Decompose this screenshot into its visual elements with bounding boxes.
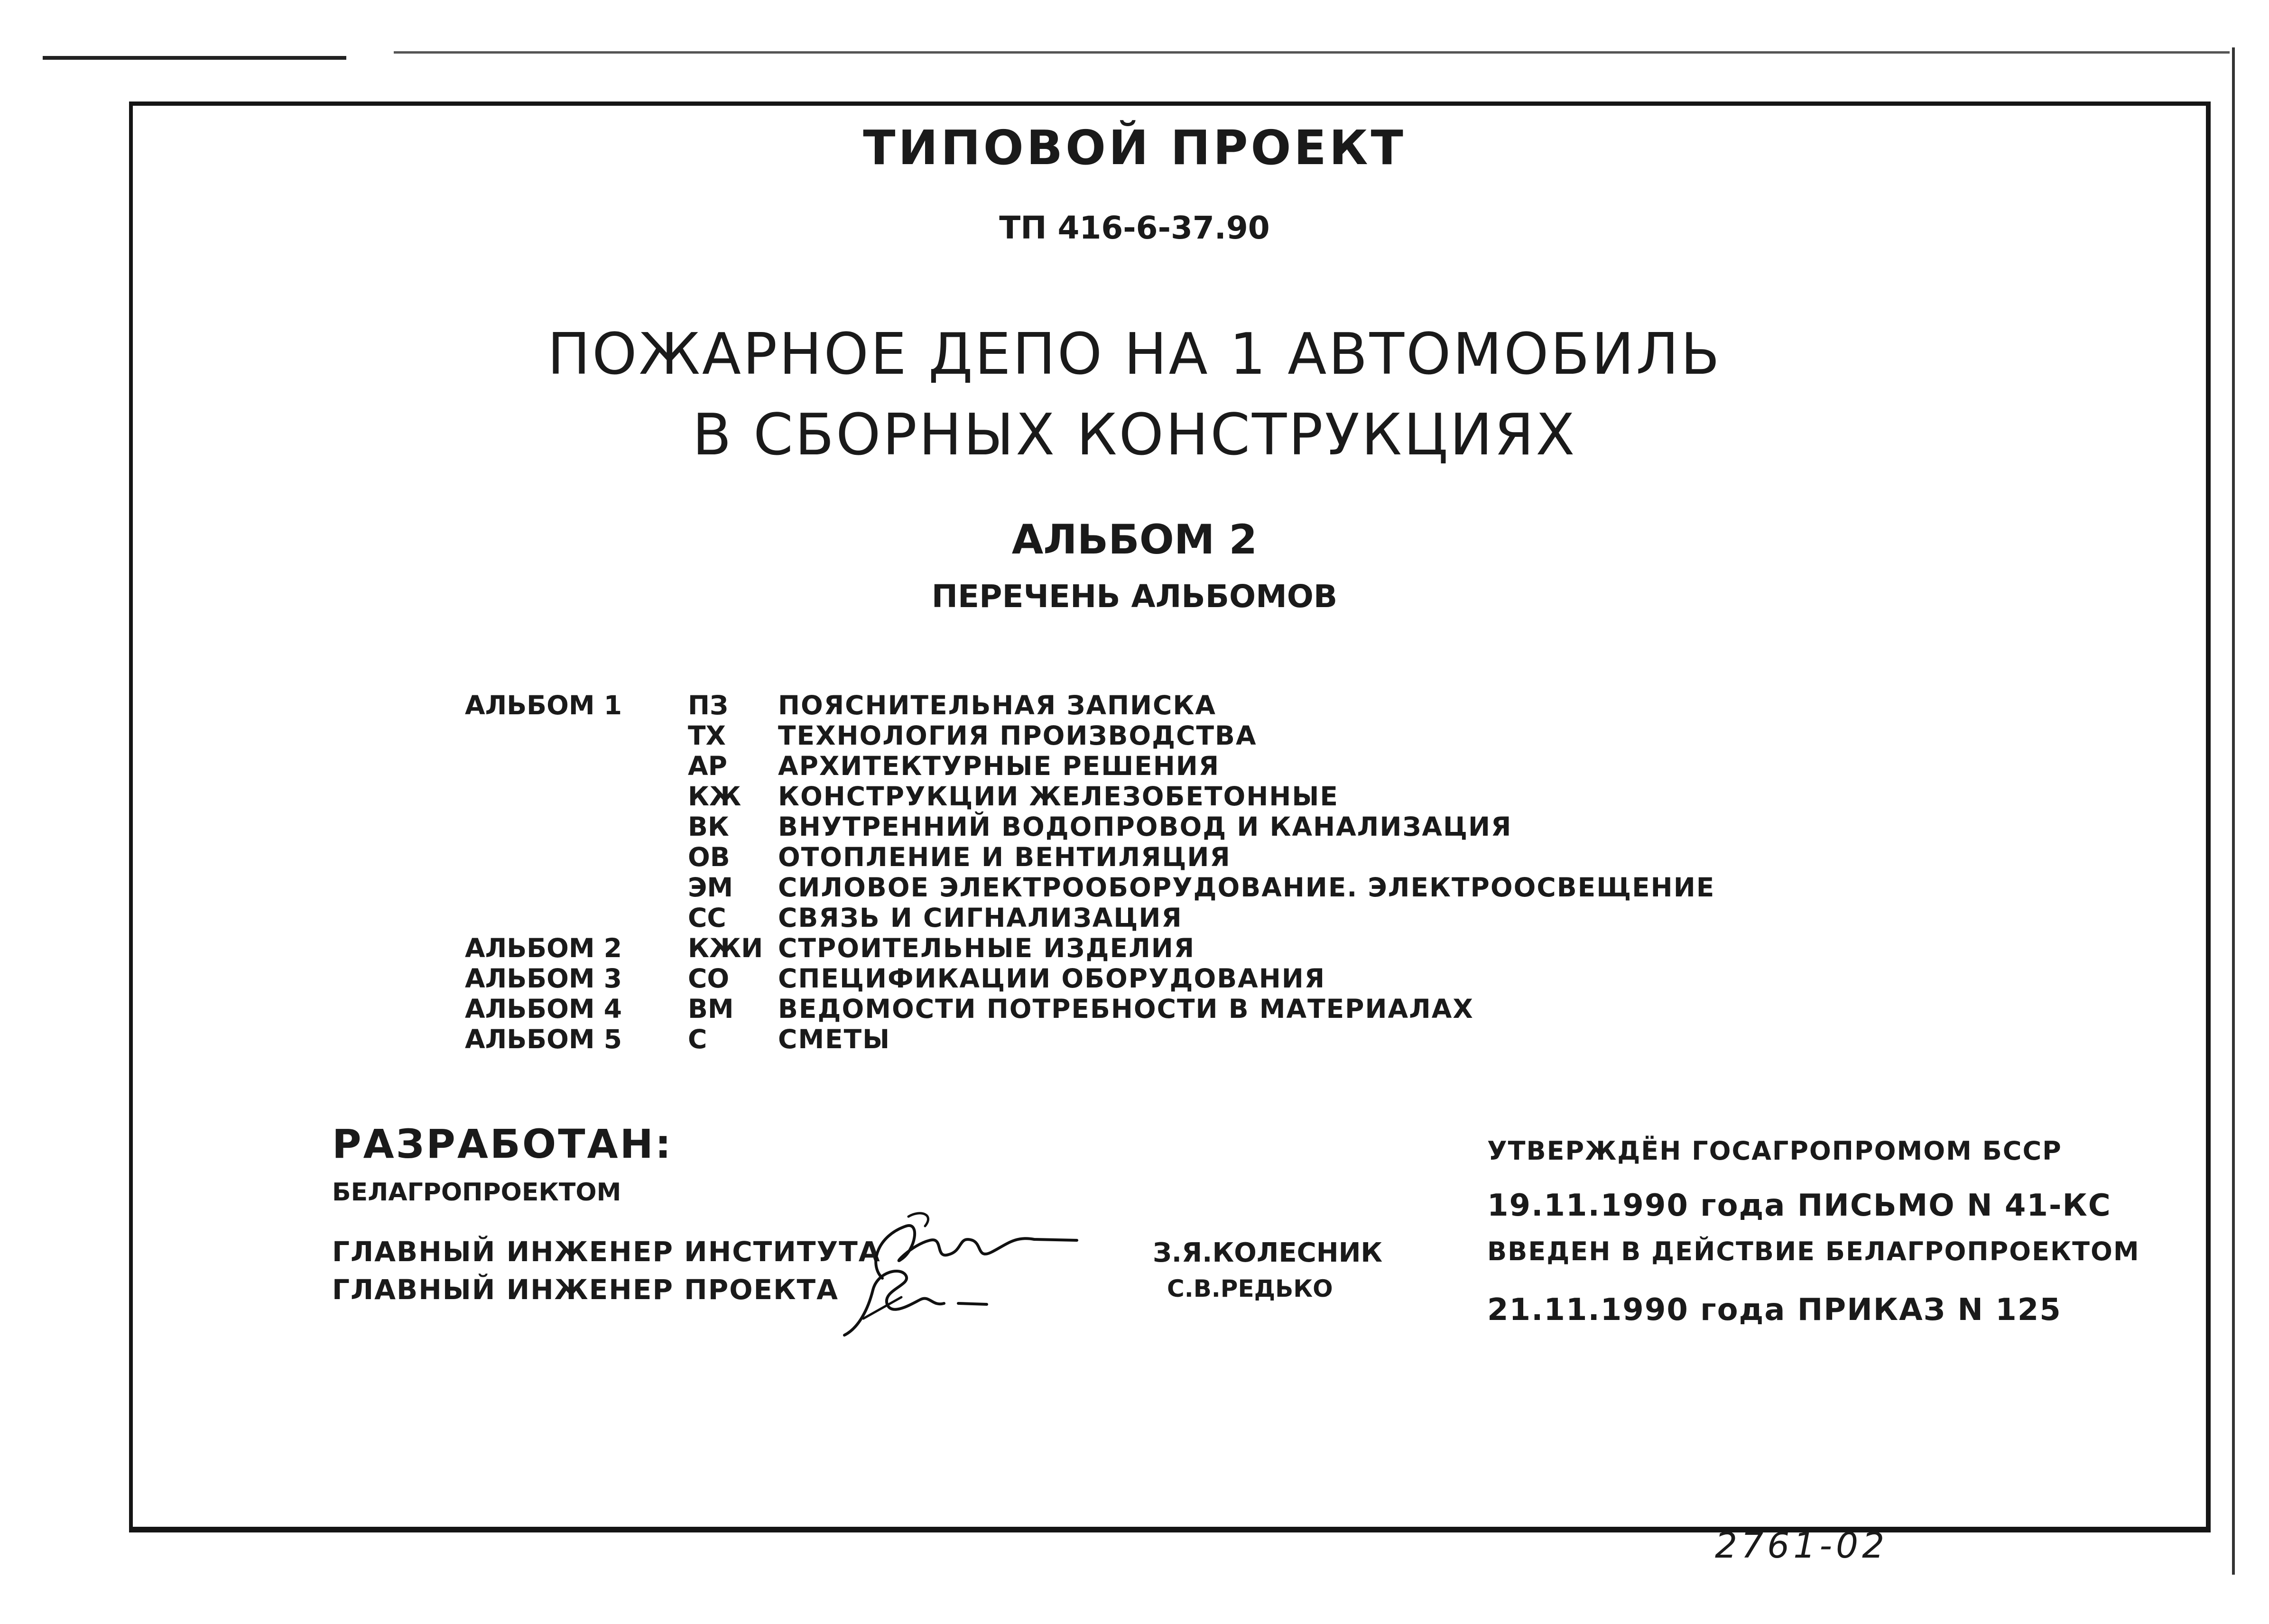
- project-chief-signature: [830, 1252, 1048, 1347]
- developer-organization: БЕЛАГРОПРОЕКТОМ: [332, 1178, 621, 1207]
- chief-engineer-institute-label: ГЛАВНЫЙ ИНЖЕНЕР ИНСТИТУТА: [332, 1236, 881, 1268]
- section-code: ВК: [688, 812, 729, 842]
- album-label: АЛЬБОМ 3: [465, 963, 622, 994]
- approval-line-2: 19.11.1990 года ПИСЬМО N 41-КС: [1487, 1188, 2112, 1223]
- section-code: С: [688, 1024, 707, 1054]
- section-code: КЖ: [688, 781, 741, 812]
- section-title: ТЕХНОЛОГИЯ ПРОИЗВОДСТВА: [778, 720, 1257, 751]
- project-name-line-2: В СБОРНЫХ КОНСТРУКЦИЯХ: [692, 402, 1577, 468]
- section-title: СМЕТЫ: [778, 1024, 891, 1054]
- section-code: СО: [688, 963, 730, 994]
- project-type-heading: ТИПОВОЙ ПРОЕКТ: [863, 120, 1406, 175]
- section-title: СПЕЦИФИКАЦИИ ОБОРУДОВАНИЯ: [778, 963, 1326, 994]
- sheet-edge-top-left: [43, 56, 346, 60]
- section-code: ТХ: [688, 720, 726, 751]
- sheet-edge-right: [2232, 47, 2235, 1575]
- section-title: СВЯЗЬ И СИГНАЛИЗАЦИЯ: [778, 903, 1183, 933]
- album-label: АЛЬБОМ 2: [465, 933, 622, 963]
- chief-engineer-institute-name: З.Я.КОЛЕСНИК: [1153, 1237, 1383, 1268]
- project-name-line-1: ПОЖАРНОЕ ДЕПО НА 1 АВТОМОБИЛЬ: [547, 322, 1722, 388]
- approval-line-3: ВВЕДЕН В ДЕЙСТВИЕ БЕЛАГРОПРОЕКТОМ: [1487, 1236, 2140, 1266]
- album-label: АЛЬБОМ 5: [465, 1024, 622, 1054]
- section-title: ОТОПЛЕНИЕ И ВЕНТИЛЯЦИЯ: [778, 842, 1231, 872]
- chief-engineer-project-name: С.В.РЕДЬКО: [1167, 1275, 1333, 1302]
- album-list-heading: ПЕРЕЧЕНЬ АЛЬБОМОВ: [931, 578, 1338, 615]
- section-code: ПЗ: [688, 690, 729, 720]
- developed-by-heading: РАЗРАБОТАН:: [332, 1121, 673, 1167]
- section-code: ЭМ: [688, 872, 733, 903]
- section-title: ВНУТРЕННИЙ ВОДОПРОВОД И КАНАЛИЗАЦИЯ: [778, 812, 1512, 842]
- section-code: КЖИ: [688, 933, 763, 963]
- section-title: СТРОИТЕЛЬНЫЕ ИЗДЕЛИЯ: [778, 933, 1195, 963]
- album-number: АЛЬБОМ 2: [1011, 516, 1258, 563]
- section-code: АР: [688, 751, 727, 781]
- section-code: ВМ: [688, 994, 734, 1024]
- chief-engineer-project-label: ГЛАВНЫЙ ИНЖЕНЕР ПРОЕКТА: [332, 1273, 839, 1306]
- section-title: ПОЯСНИТЕЛЬНАЯ ЗАПИСКА: [778, 690, 1216, 720]
- approval-line-1: УТВЕРЖДЁН ГОСАГРОПРОМОМ БССР: [1487, 1136, 2062, 1166]
- section-code: ОВ: [688, 842, 730, 872]
- section-title: КОНСТРУКЦИИ ЖЕЛЕЗОБЕТОННЫЕ: [778, 781, 1339, 812]
- sheet-edge-top: [394, 51, 2230, 54]
- section-title: ВЕДОМОСТИ ПОТРЕБНОСТИ В МАТЕРИАЛАХ: [778, 994, 1474, 1024]
- section-title: АРХИТЕКТУРНЫЕ РЕШЕНИЯ: [778, 751, 1220, 781]
- section-title: СИЛОВОЕ ЭЛЕКТРООБОРУДОВАНИЕ. ЭЛЕКТРООСВЕЩЕНИЕ: [778, 872, 1715, 903]
- section-code: СС: [688, 903, 726, 933]
- album-label: АЛЬБОМ 1: [465, 690, 622, 720]
- approval-line-4: 21.11.1990 года ПРИКАЗ N 125: [1487, 1292, 2062, 1328]
- registration-number: 2761-02: [1715, 1525, 1889, 1566]
- album-label: АЛЬБОМ 4: [465, 994, 622, 1024]
- project-code: ТП 416-6-37.90: [999, 210, 1270, 246]
